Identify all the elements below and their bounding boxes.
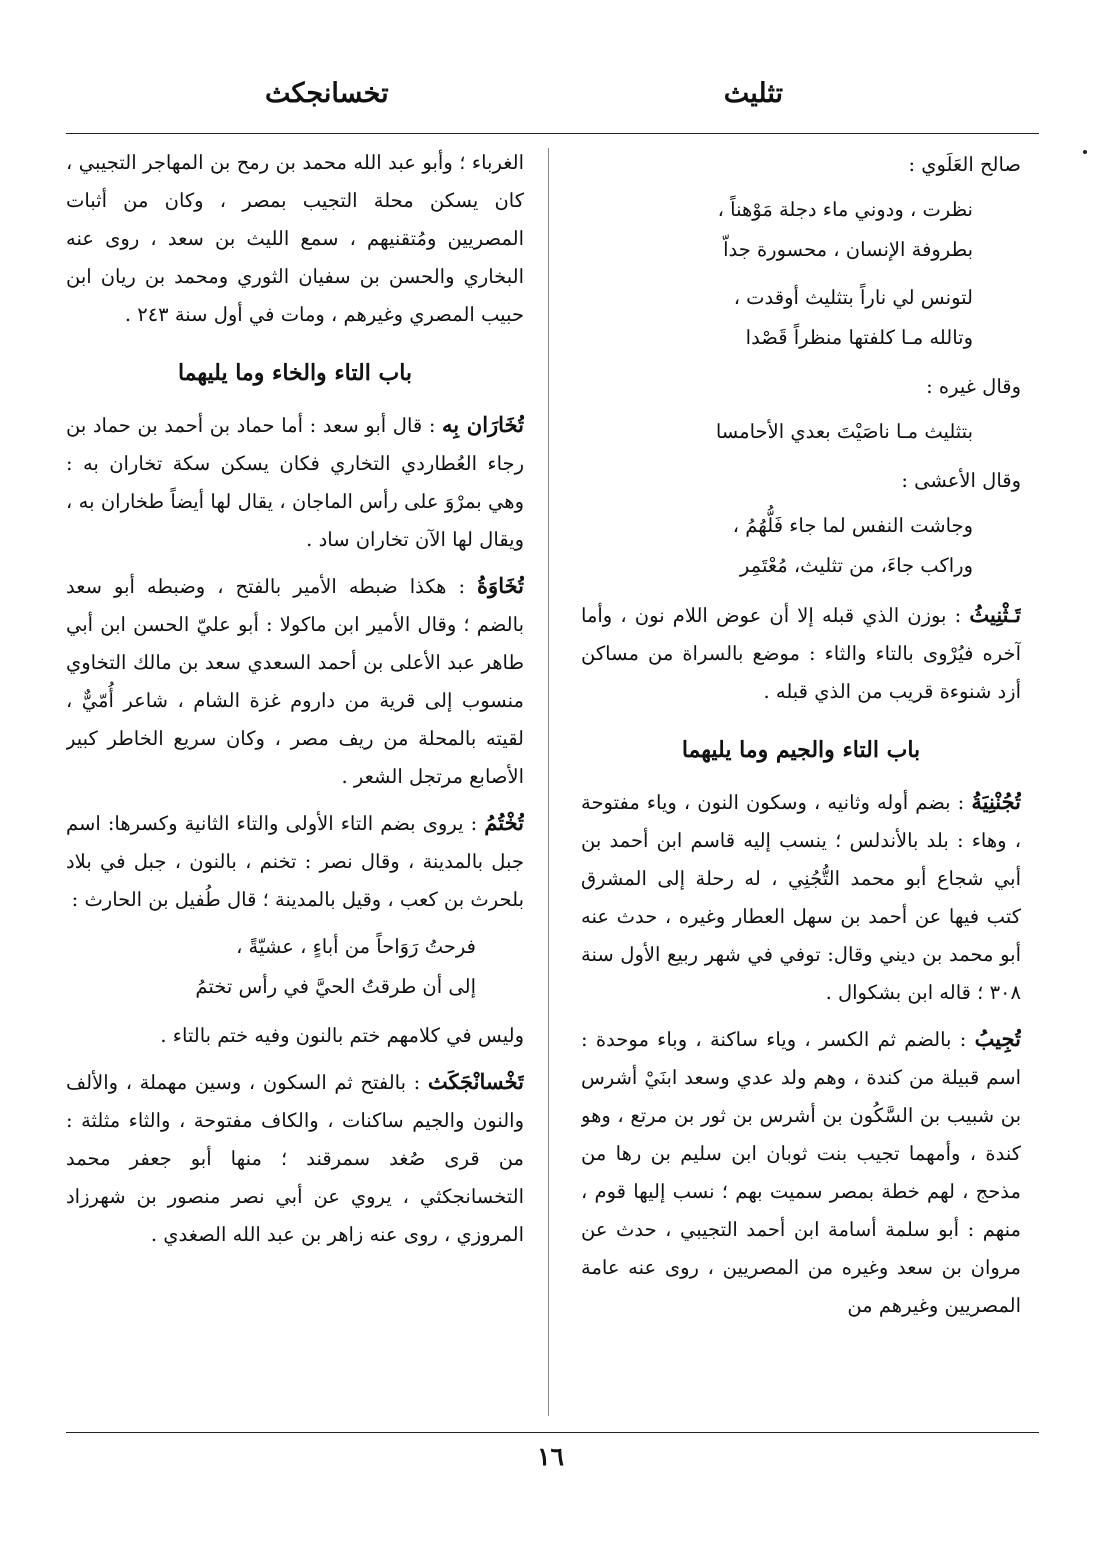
continuation-text: الغرباء ؛ وأبو عبد الله محمد بن رمح بن المهاجر التجيبي ، كان يسكن محلة التجيب بمصر ، وكان من أثبات المصريين ومُتقنيهم ، سمع الليث بن سعد ، روى عنه البخاري والحسن بن سفيان الثوري ومحمد بن ريان ابن حبيب المصري وغيرهم ، ومات في أول سنة ٢٤٣ . — [66, 151, 524, 326]
speaker-line: وقال غيره : — [926, 375, 1021, 398]
entry-tukhtum — [66, 804, 524, 919]
speaker-line: وقال الأعشى : — [901, 469, 1021, 492]
verse-line: بتثليث مـا ناصَيْتَ بعدي الأحامسا — [715, 420, 973, 443]
entry-text: : بالضم ثم الكسر ، وياء ساكنة ، وباء موحدة : اسم قبيلة من كندة ، وهم ولد عدي وسعد ابنَيْ أشرس بن شبيب بن السَّكُون بن أشرس بن ثور بن مرتع ، وهو كندة ، وأمهما تجيب بنت ثوبان ابن سليم بن رها من مذحج ، لهم خطة بمصر سميت بهم ؛ نسب إليها قوم ، منهم : أبو سلمة أسامة ابن أحمد التجيبي ، حدث عن مروان بن سعد وغيره من المصريين ، روى عنه عامة المصريين وغيرهم من — [581, 1028, 1021, 1317]
speaker-line: صالح العَلَوي : — [908, 153, 1021, 176]
verse-line: بطروفة الإنسان ، محسورة جداّ — [723, 238, 973, 261]
entry-headword: تُجِيبُ — [974, 1026, 1021, 1051]
entry-text: : قال أبو سعد : أما حماد بن أحمد بن حماد بن رجاء العُطاردي التخاري فكان يسكن سكة تخاران به : وهي بمرْوَ على رأس الماجان ، يقال لها أيضاً طخاران به ، ويقال لها الآن تخاران ساد . — [66, 414, 524, 551]
entry-tujunniya — [581, 783, 1021, 1012]
entry-text: : بوزن الذي قبله إلا أن عوض اللام نون ، وأما آخره فيُرْوى بالتاء والثاء : موضع بالسراة من مساكن أزد شنوءة قريب من الذي قبله . — [581, 604, 1021, 703]
column-divider — [548, 148, 549, 1416]
entry-text: : يروى بضم التاء الأولى والتاء الثانية وكسرها: اسم جبل بالمدينة ، وقال نصر : تخنم ، بالنون ، جبل في بلاد بلحرث بن كعب ، وقيل بالمدينة ؛ قال طُفيل بن الحارث : — [66, 812, 524, 911]
verse-block — [581, 412, 1021, 452]
verse-line: وراكب جاءَ، من تثليث، مُعْتَمِر — [739, 554, 973, 577]
verse-block — [66, 927, 524, 1007]
entry-headword: تَخْسانْجَكَث — [427, 1069, 524, 1094]
bottom-divider — [66, 1432, 1039, 1433]
right-column — [581, 144, 1021, 1424]
verse-line: فرحتُ رَوَاحاً من أباءٍ ، عشيّةً ، — [236, 935, 476, 958]
entry-headword: تُخَاوَةُ — [477, 573, 524, 598]
entry-headword: تَـثْنِيثُ — [969, 602, 1021, 627]
entry-tukharan — [66, 406, 524, 559]
verse-line: نظرت ، ودوني ماء دجلة مَوْهناً ، — [717, 198, 973, 221]
verse-line: لتونس لي ناراً بتثليث أوقدت ، — [733, 286, 973, 309]
entry-text: : هكذا ضبطه الأمير بالفتح ، وضبطه أبو سعد بالضم ؛ وقال الأمير ابن ماكولا : أبو عليّ الحسن ابن أبي طاهر عبد الأعلى بن أحمد السعدي سعد بن مالك التخاوي منسوب إلى قرية من داروم غزة الشام ، شاعر أُمّيٌّ ، لقيته بالمحلة من ريف مصر ، وكان سريع الخاطر كبير الأصابع مرتجل الشعر . — [66, 575, 524, 788]
section-title: باب التاء والجيم وما يليهما — [681, 737, 921, 763]
entry-tukhawa — [66, 567, 524, 796]
verse-block — [581, 190, 1021, 358]
verse-line: إلى أن طرقتُ الحيَّ في رأس تختمُ — [195, 975, 476, 998]
entry-headword: تُخَارَان بِه — [441, 412, 524, 437]
left-column — [66, 144, 524, 1424]
verse-line: وجاشت النفس لما جاء فَلُّهُمُ ، — [732, 514, 973, 537]
entry-headword: تُجُنْنِيَةُ — [971, 789, 1021, 814]
entry-tanlith — [581, 596, 1021, 711]
entry-tukhsanjakath — [66, 1063, 524, 1254]
section-title: باب التاء والخاء وما يليهما — [177, 360, 413, 386]
running-head-left: تخسانجكث — [265, 78, 389, 109]
after-verse-note: وليس في كلامهم ختم بالنون وفيه ختم بالتاء . — [160, 1024, 524, 1047]
entry-headword: تُخْتُمُ — [484, 810, 524, 835]
entry-text: : بضم أوله وثانيه ، وسكون النون ، وياء مفتوحة ، وهاء : بلد بالأندلس ؛ ينسب إليه قاسم ابن أحمد بن أبي شجاع أبو محمد التُّجُنِي ، له رحلة إلى المشرق كتب فيها عن أحمد بن سهل العطار وغيره ، حدث عنه أبو محمد بن ديني وقال: توفي في شهر ربيع الأول سنة ٣٠٨ ؛ قاله ابن بشكوال . — [581, 791, 1021, 1004]
verse-block — [581, 506, 1021, 586]
entry-tujib — [581, 1020, 1021, 1325]
page-number: ١٦ — [537, 1442, 564, 1471]
verse-line: وتالله مـا كلفتها منظراً قَصْدا — [745, 326, 973, 349]
entry-text: : بالفتح ثم السكون ، وسين مهملة ، والألف والنون والجيم ساكنات ، والكاف مفتوحة ، والثاء مثلثة : من قرى صُغد سمرقند ؛ منها أبو جعفر محمد التخسانجكثي ، يروي عن أبي نصر منصور بن شهرزاد المروزي ، روى عنه زاهر بن عبد الله الصغدي . — [66, 1071, 524, 1246]
top-divider — [66, 133, 1039, 134]
running-head-right: تثليث — [723, 78, 783, 109]
margin-dot — [1083, 150, 1087, 154]
